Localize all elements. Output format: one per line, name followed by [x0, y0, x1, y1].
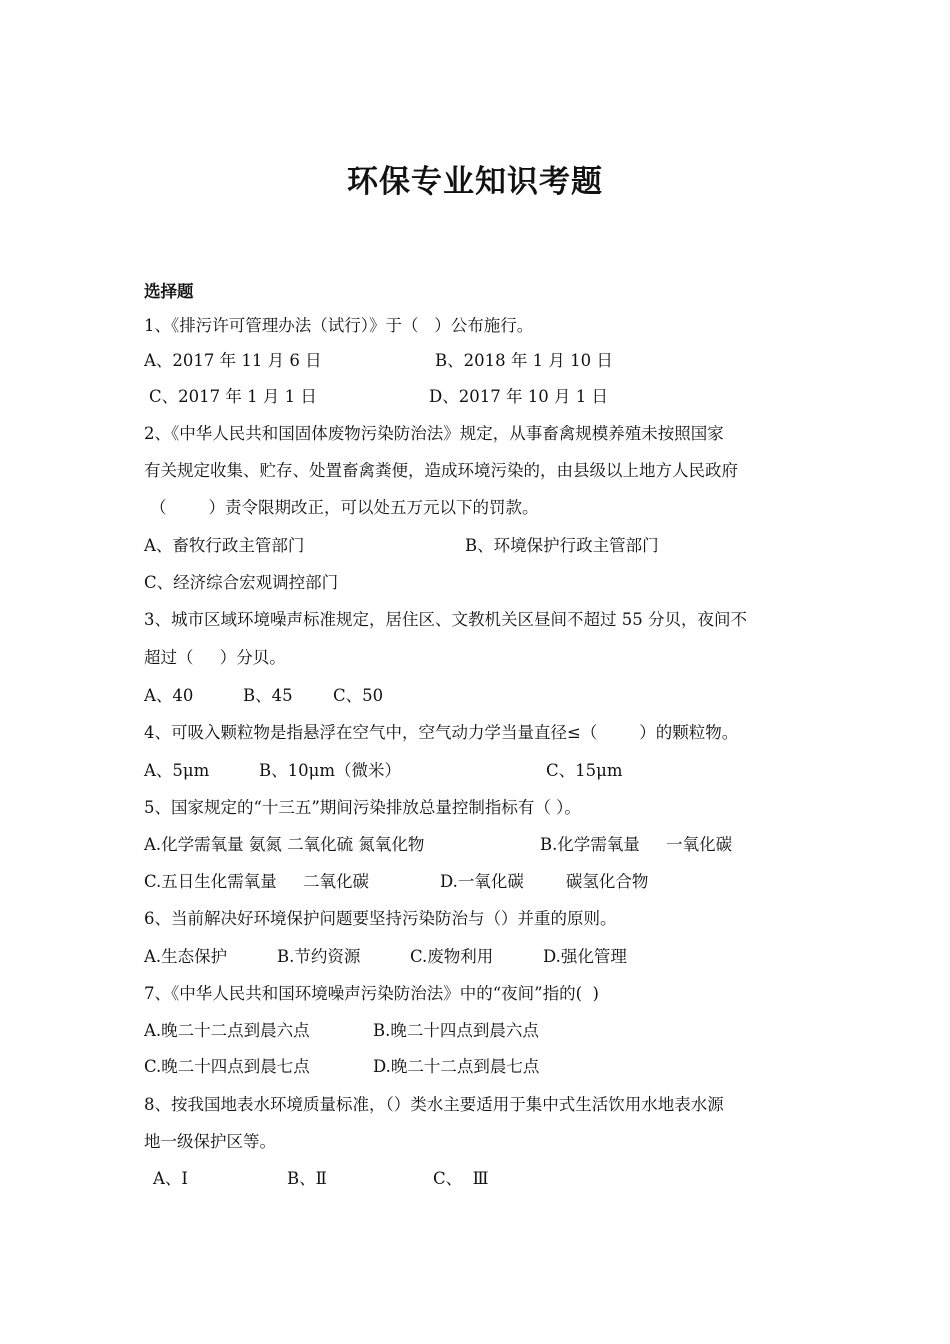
question-3-stem-line1: 3、城市区域环境噪声标准规定，居住区、文教机关区昼间不超过 55 分贝，夜间不 [144, 610, 747, 629]
q3-option-b: B、45 [243, 686, 293, 705]
question-1-stem: 1、《排污许可管理办法（试行）》于（ ）公布施行。 [144, 316, 534, 335]
q8-option-a: A、Ⅰ [153, 1169, 188, 1188]
question-4-stem: 4、可吸入颗粒物是指悬浮在空气中，空气动力学当量直径≤（ ）的颗粒物。 [144, 723, 739, 742]
q1-option-c: C、2017 年 1 月 1 日 [149, 387, 317, 406]
q1-option-b: B、2018 年 1 月 10 日 [435, 351, 613, 370]
page-title: 环保专业知识考题 [347, 164, 603, 200]
question-5-stem: 5、国家规定的“十三五”期间污染排放总量控制指标有（ ）。 [144, 798, 581, 817]
q2-option-b: B、环境保护行政主管部门 [465, 536, 659, 555]
question-8-stem-line2: 地一级保护区等。 [144, 1132, 276, 1151]
q7-option-c: C.晚二十四点到晨七点 [144, 1057, 310, 1076]
q7-option-a: A.晚二十二点到晨六点 [144, 1021, 310, 1040]
q6-option-a: A.生态保护 [144, 947, 228, 966]
q8-option-c: C、 Ⅲ [433, 1169, 489, 1188]
q8-option-b: B、Ⅱ [287, 1169, 327, 1188]
question-2-stem-line1: 2、《中华人民共和国固体废物污染防治法》规定，从事畜禽规模养殖未按照国家 [144, 424, 724, 443]
q5-option-c: C.五日生化需氧量 二氧化碳 [144, 872, 370, 891]
q4-option-c: C、15μm [546, 761, 623, 780]
q1-option-d: D、2017 年 10 月 1 日 [429, 387, 608, 406]
q6-option-c: C.废物利用 [410, 947, 494, 966]
question-3-stem-line2: 超过（ ）分贝。 [144, 648, 286, 667]
q4-option-a: A、5μm [144, 761, 210, 780]
question-2-stem-line2: 有关规定收集、贮存、处置畜禽粪便，造成环境污染的，由县级以上地方人民政府 [144, 461, 738, 480]
q6-option-b: B.节约资源 [277, 947, 361, 966]
question-8-stem-line1: 8、按我国地表水环境质量标准，（）类水主要适用于集中式生活饮用水地表水源 [144, 1095, 724, 1114]
q2-option-a: A、畜牧行政主管部门 [144, 536, 305, 555]
q1-option-a: A、2017 年 11 月 6 日 [144, 351, 322, 370]
q5-option-a: A.化学需氧量 氨氮 二氧化硫 氮氧化物 [144, 835, 425, 854]
q7-option-b: B.晚二十四点到晨六点 [373, 1021, 539, 1040]
q7-option-d: D.晚二十二点到晨七点 [373, 1057, 540, 1076]
q5-option-d: D.一氧化碳 碳氢化合物 [440, 872, 649, 891]
question-7-stem: 7、《中华人民共和国环境噪声污染防治法》中的“夜间”指的( ) [144, 984, 599, 1003]
q2-option-c: C、经济综合宏观调控部门 [144, 573, 339, 592]
q3-option-c: C、50 [333, 686, 384, 705]
q6-option-d: D.强化管理 [543, 947, 627, 966]
section-heading: 选择题 [144, 282, 194, 301]
q5-option-b: B.化学需氧量 一氧化碳 [540, 835, 733, 854]
q3-option-a: A、40 [144, 686, 194, 705]
q4-option-b: B、10μm（微米） [259, 761, 401, 780]
question-6-stem: 6、当前解决好环境保护问题要坚持污染防治与（）并重的原则。 [144, 909, 617, 928]
question-2-stem-line3: （ ）责令限期改正，可以处五万元以下的罚款。 [150, 498, 539, 517]
